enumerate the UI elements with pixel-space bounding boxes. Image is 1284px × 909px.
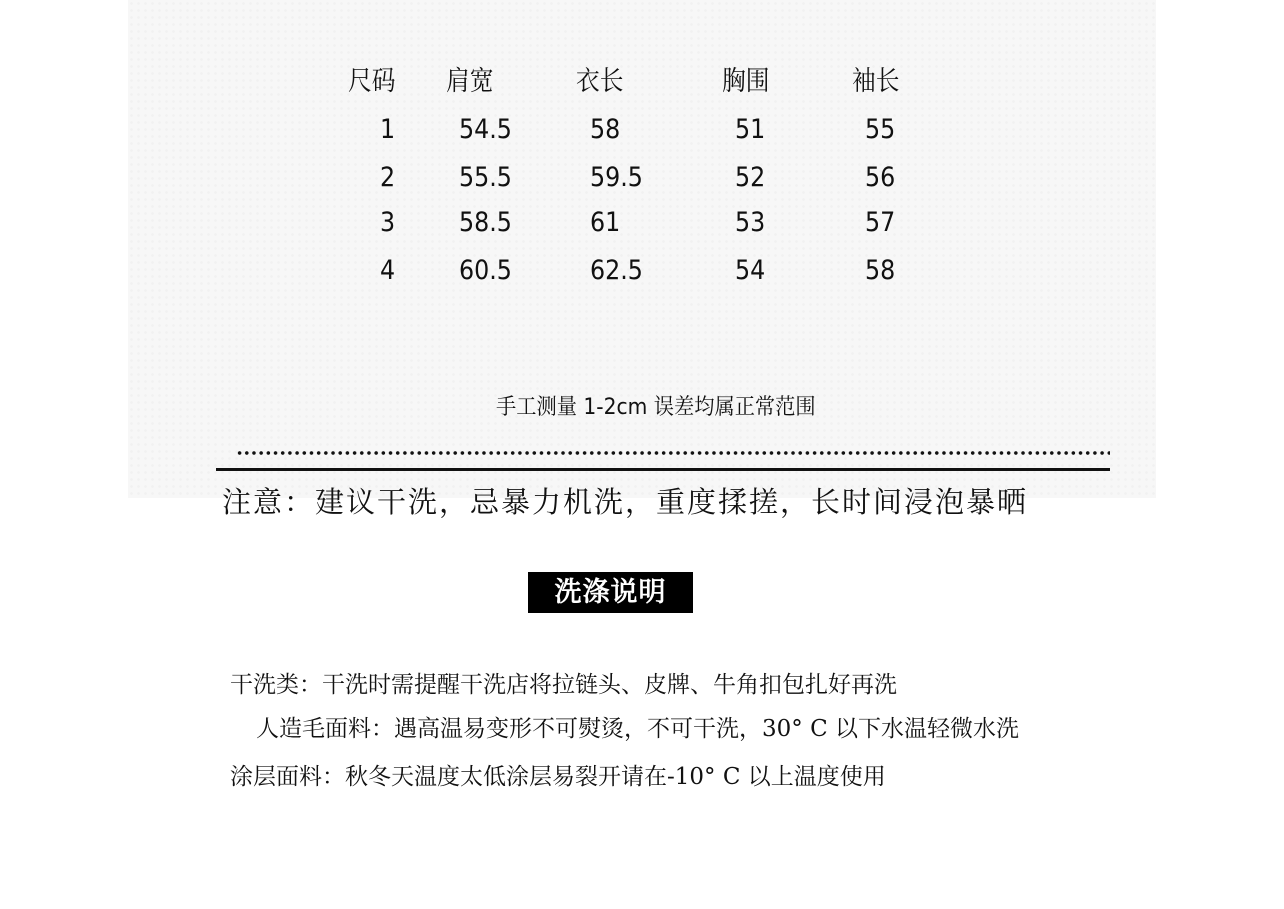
measurement-note: 手工测量 1-2cm 误差均属正常范围 — [496, 395, 816, 420]
cell-sleeve: 57 — [865, 207, 896, 238]
table-row — [340, 203, 940, 243]
header-shoulder: 肩宽 — [446, 66, 494, 97]
header-length: 衣长 — [576, 66, 624, 97]
cell-length: 62.5 — [590, 255, 643, 286]
cell-size: 3 — [380, 207, 396, 238]
cell-chest: 53 — [735, 207, 766, 238]
cell-shoulder: 60.5 — [459, 255, 512, 286]
care-line-coated-fabric: 涂层面料：秋冬天温度太低涂层易裂开请在-10° C 以上温度使用 — [230, 764, 886, 790]
care-line-faux-fur: 人造毛面料：遇高温易变形不可熨烫，不可干洗，30° C 以下水温轻微水洗 — [256, 716, 1019, 742]
cell-chest: 54 — [735, 255, 766, 286]
cell-length: 61 — [590, 207, 621, 238]
cell-chest: 51 — [735, 114, 766, 145]
cell-sleeve: 56 — [865, 162, 896, 193]
cell-chest: 52 — [735, 162, 766, 193]
header-sleeve: 袖长 — [852, 66, 900, 97]
solid-divider — [216, 468, 1110, 471]
cell-size: 1 — [380, 114, 396, 145]
table-row — [340, 251, 940, 291]
cell-shoulder: 55.5 — [459, 162, 512, 193]
table-row — [340, 110, 940, 150]
cell-length: 59.5 — [590, 162, 643, 193]
washing-section-title: 洗涤说明 — [528, 572, 693, 613]
care-line-dry-clean: 干洗类：干洗时需提醒干洗店将拉链头、皮牌、牛角扣包扎好再洗 — [230, 672, 897, 698]
cell-sleeve: 58 — [865, 255, 896, 286]
cell-length: 58 — [590, 114, 621, 145]
cell-size: 4 — [380, 255, 396, 286]
cell-size: 2 — [380, 162, 396, 193]
size-table-header — [340, 62, 940, 102]
care-warning: 注意：建议干洗，忌暴力机洗，重度揉搓，长时间浸泡暴晒 — [222, 485, 1029, 519]
cell-shoulder: 54.5 — [459, 114, 512, 145]
header-chest: 胸围 — [722, 66, 770, 97]
table-row — [340, 158, 940, 198]
cell-sleeve: 55 — [865, 114, 896, 145]
cell-shoulder: 58.5 — [459, 207, 512, 238]
header-size: 尺码 — [348, 66, 396, 97]
dotted-divider — [236, 450, 1110, 456]
